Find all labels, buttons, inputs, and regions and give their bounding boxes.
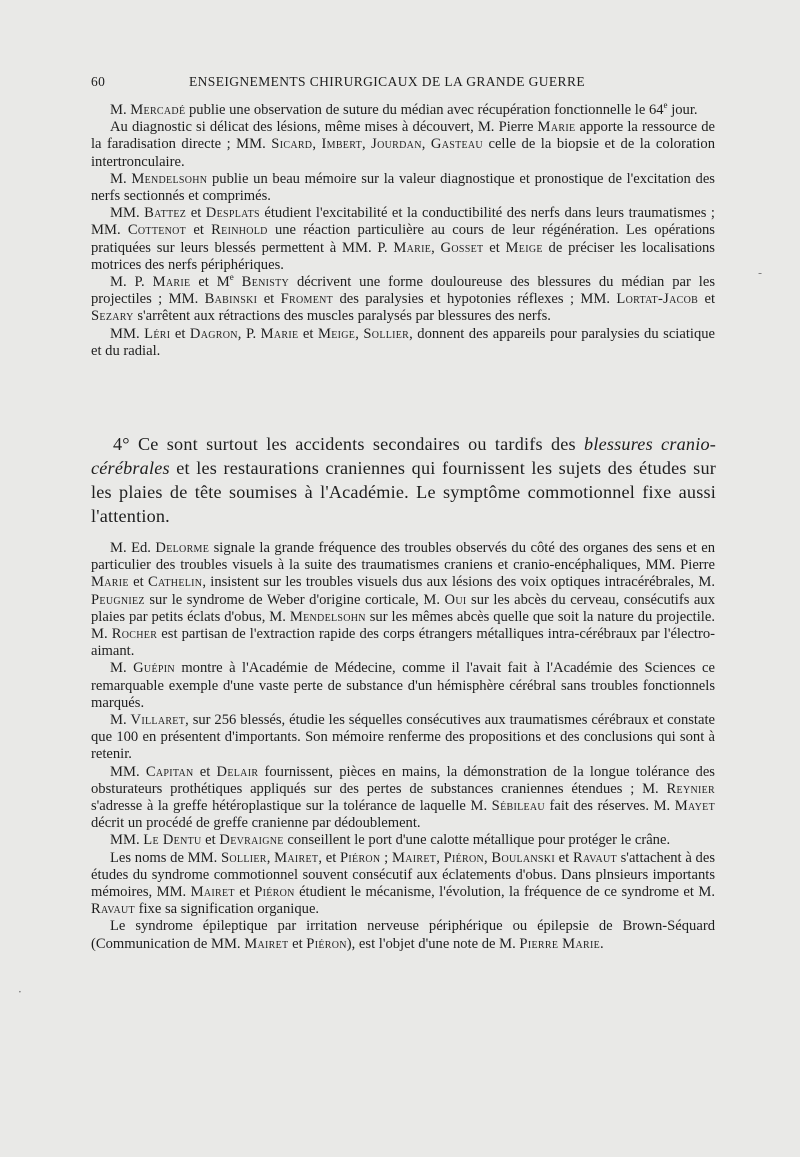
- page-number: 60: [91, 74, 106, 89]
- margin-mark: ·: [18, 985, 22, 999]
- paragraph: Le syndrome épileptique par irritation nerveuse périphérique ou épilepsie de Brown-Séquard (Communication de MM. Mairet et Piéron), est l'objet d'une note de M. Pierre Marie.: [91, 918, 715, 952]
- paragraph: MM. Léri et Dagron, P. Marie et Meige, Sollier, donnent des appareils pour paralysies du sciatique et du radial.: [91, 325, 716, 359]
- lead-emphasis: blessures cranio-cérébrales: [91, 434, 716, 478]
- paragraph: M. Guépin montre à l'Académie de Médecine, comme il l'avait fait à l'Académie des Sciences ce remarquable exemple d'une vaste perte de substance d'un hémisphère cérébral sans troubles fonctionnels marqués.: [91, 660, 715, 711]
- section-lead-paragraph: [91, 432, 716, 528]
- paragraph: Les noms de MM. Sollier, Mairet, et Piéron ; Mairet, Piéron, Boulanski et Ravaut s'attachent à des études du syndrome commotionnel souvent consécutif aux éclatements d'obus. Dans plnsieurs importants mémoires, MM. Mairet et Piéron étudient le mécanisme, l'évolution, la fréquence de ce syndrome et M. Ravaut fixe sa signification organique.: [91, 849, 715, 918]
- paragraph: M. Mercadé publie une observation de suture du médian avec récupération fonctionnelle le 64e jour.: [110, 100, 698, 118]
- paragraph: MM. Le Dentu et Devraigne conseillent le port d'une calotte métallique pour protéger le crâne.: [110, 832, 671, 849]
- paragraph: MM. Battez et Desplats étudient l'excitabilité et la conductibilité des nerfs dans leurs traumatismes ; MM. Cottenot et Reinhold une réaction particulière au cours de leur régénération. Les opérations pratiquées sur leurs blessés permettent à MM. P. Marie, Gosset et Meige de préciser les localisations motrices des nerfs périphériques.: [91, 205, 715, 273]
- margin-mark: -: [758, 266, 763, 280]
- paragraph: MM. Capitan et Delair fournissent, pièces en mains, la démonstration de la longue tolérance des obsturateurs prothétiques appliqués sur des pertes de substances craniennes étendues ; M. Reynier s'adresse à la greffe hétéroplastique sur la tolérance de laquelle M. Sébileau fait des réserves. M. Mayet décrit un procédé de greffe cranienne par dédoublement.: [91, 763, 715, 832]
- section-nerves: [91, 102, 715, 360]
- paragraph: M. Ed. Delorme signale la grande fréquence des troubles observés du côté des organes des sens et en particulier des troubles visuels à la suite des traumatismes craniens et cranio-encéphaliques, MM. Pierre Marie et Cathelin, insistent sur les troubles visuels dus aux lésions des voix optiques intracérébrales, M. Peugniez sur le syndrome de Weber d'origine corticale, M. Oui sur les abcès du cerveau, consécutifs aux plaies par petits éclats d'obus, M. Mendelsohn sur les mêmes abcès quelle que soit la nature du projectile. M. Rocher est partisan de l'extraction rapide des corps étrangers métalliques intra-cérébraux par l'électro-aimant.: [91, 540, 716, 660]
- running-title: ENSEIGNEMENTS CHIRURGICAUX DE LA GRANDE GUERRE: [189, 74, 586, 89]
- paragraph: M. Villaret, sur 256 blessés, étudie les séquelles consécutives aux traumatismes cérébraux et constate que 100 en présentent d'importants. Son mémoire renferme des propositions et des conclusions qui sont à retenir.: [91, 712, 715, 763]
- lead-text: 4° Ce sont surtout les accidents secondaires ou tardifs des blessures cranio-cérébrales et les restaurations craniennes qui fournissent les sujets des études sur les plaies de tête soumises à l'Académie. Le symptôme commotionnel fixe aussi l'attention.: [91, 434, 716, 526]
- paragraph: M. Mendelsohn publie un beau mémoire sur la valeur diagnostique et pronostique de l'excitation des nerfs sectionnés et comprimés.: [91, 170, 715, 205]
- section-cranial: [91, 540, 715, 953]
- paragraph: Au diagnostic si délicat des lésions, même mises à découvert, M. Pierre Marie apporte la ressource de la faradisation directe ; MM. Sicard, Imbert, Jourdan, Gasteau celle de la biopsie et de la coloration intertronculaire.: [91, 119, 716, 170]
- paragraph: M. P. Marie et Me Benisty décrivent une forme douloureuse des blessures du médian par les projectiles ; MM. Babinski et Froment des paralysies et hypotonies réflexes ; MM. Lortat-Jacob et Sezary s'arrêtent aux rétractions des muscles paralysés par blessures des nerfs.: [91, 272, 716, 325]
